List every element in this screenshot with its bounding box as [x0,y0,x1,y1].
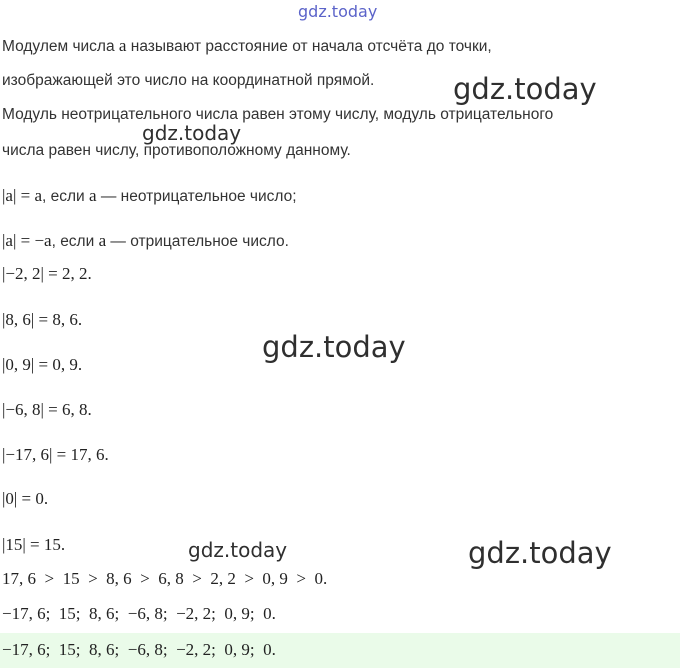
equation: |8, 6| = 8, 6. [2,310,83,329]
watermark: gdz.today [453,72,597,106]
rule-math: |a| = a [2,186,42,205]
rule-text: , если [51,233,99,250]
variable-a: a [118,36,127,55]
rule-nonnegative [2,186,297,206]
equation: |−17, 6| = 17, 6. [2,445,109,464]
definition-line-2: изображающей это число на координатной прямой. [2,72,375,89]
variable-a: a [89,186,97,205]
definition-line-3: Модуль неотрицательного числа равен этому числу, модуль отрицательного [2,106,554,123]
rule-math: |a| = −a [2,231,52,250]
rule-negative [2,231,289,251]
sequence-line: −17, 6; 15; 8, 6; −6, 8; −2, 2; 0, 9; 0. [2,604,276,623]
watermark-top: gdz.today [298,2,378,21]
rule-text: , если [42,188,89,205]
equation: |0| = 0. [2,489,49,508]
watermark: gdz.today [142,121,242,145]
definition-text: называют расстояние от начала отсчёта до точки, [126,38,492,55]
watermark: gdz.today [262,330,406,364]
equation: |−2, 2| = 2, 2. [2,264,92,283]
answer-line: −17, 6; 15; 8, 6; −6, 8; −2, 2; 0, 9; 0. [2,640,276,659]
equation: |0, 9| = 0, 9. [2,355,83,374]
watermark: gdz.today [468,536,612,570]
variable-a: a [98,231,107,250]
watermark: gdz.today [188,538,288,562]
definition-line-1 [2,36,492,56]
equation: |−6, 8| = 6, 8. [2,400,92,419]
rule-text: — неотрицательное число; [96,188,297,205]
equation: |15| = 15. [2,535,66,554]
definition-text: Модулем числа [2,38,119,55]
definition-line-4: числа равен числу, противоположному данному. [2,142,351,159]
rule-text: — отрицательное число. [106,233,289,250]
ordering-line: 17, 6 > 15 > 8, 6 > 6, 8 > 2, 2 > 0, 9 > 0. [2,569,328,588]
